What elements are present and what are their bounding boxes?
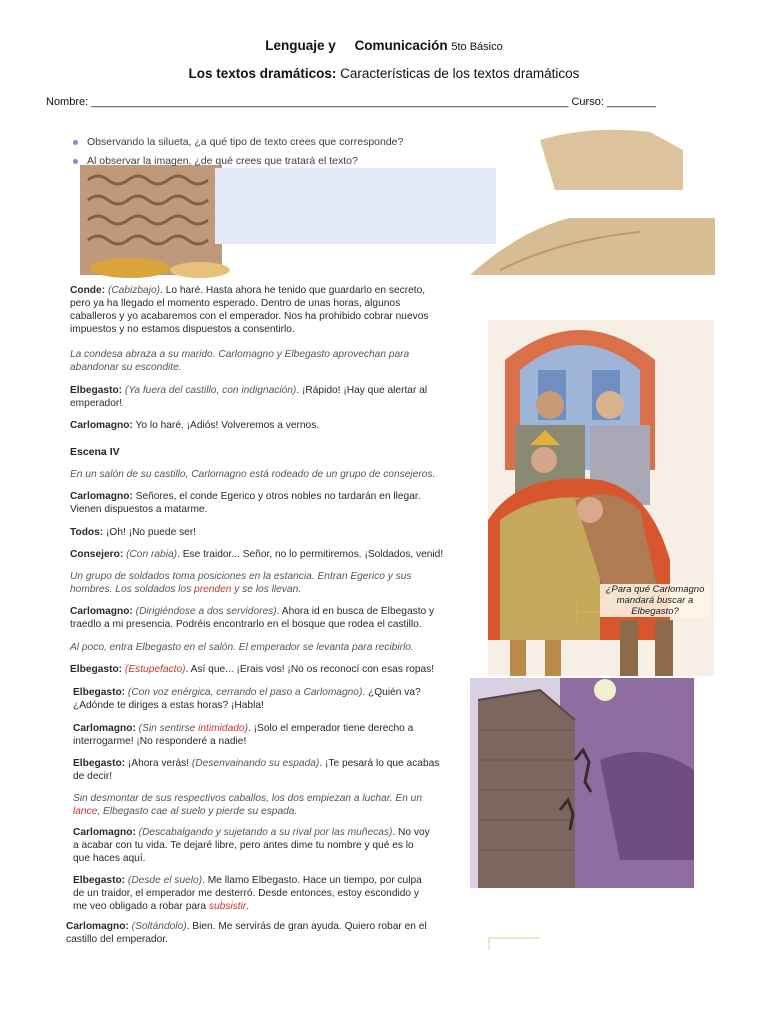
question-2: Al observar la imagen, ¿de qué crees que tratará el texto? xyxy=(73,155,358,167)
dialogue-block-12: Carlomagno: (Descabalgando y sujetando a su rival por las muñecas). No voy a acabar con tu vida. Te dejaré libre, pero antes dime tu nombre y qué es lo que haces aquí. xyxy=(73,827,430,864)
castle-hall-illustration xyxy=(488,320,714,676)
dialogue-block-11: Elbegasto: ¡Ahora verás! (Desenvainando su espada). ¡Te pesará lo que acabas de decir! xyxy=(73,758,440,782)
dialogue-block-5: Todos: ¡Oh! ¡No puede ser! xyxy=(70,527,197,538)
name-course-line: Nombre: ______________________________________________________________________________ Curso: ________ xyxy=(46,96,656,108)
stage-direction-1: La condesa abraza a su marido. Carlomagno y Elbegasto aprovechan para abandonar su escondite. xyxy=(70,349,410,373)
question-1: Observando la silueta, ¿a qué tipo de texto crees que corresponde? xyxy=(73,136,403,148)
grade-label: 5to Básico xyxy=(451,41,503,53)
dialogue-block-10: Carlomagno: (Sin sentirse intimidado). ¡Solo el emperador tiene derecho a interrogarme! ¡No responderé a nadie! xyxy=(73,723,414,747)
dialogue-block-2: Elbegasto: (Ya fuera del castillo, con indignación). ¡Rápido! ¡Hay que alertar al emperador! xyxy=(70,385,428,409)
dialogue-block-3: Carlomagno: Yo lo haré. ¡Adiós! Volveremos a vernos. xyxy=(70,420,320,431)
dialogue-block-7: Carlomagno: (Dirigiéndose a dos servidores). Ahora id en busca de Elbegasto y traedlo a mi presencia. Podréis encontrarlo en el bosque que rodea el castillo. xyxy=(70,606,435,630)
stage-direction-2: En un salón de su castillo, Carlomagno está rodeado de un grupo de consejeros. xyxy=(70,469,436,480)
answer-box xyxy=(215,168,496,244)
dialogue-block-1: Conde: (Cabizbajo). Lo haré. Hasta ahora he tenido que guardarlo en secreto, pero ya ha llegado el momento esperado. Dentro de unas horas, algunos caballeros y yo acabaremos con el emperador. Nos ha prohibido cobrar nuevos impuestos y no estamos dispuestos a consentirlo. xyxy=(70,285,429,335)
subtitle-rest: Características de los textos dramáticos xyxy=(336,66,580,81)
subject-a: Lenguaje y xyxy=(265,38,336,53)
patterned-stone-image xyxy=(80,165,230,278)
dialogue-block-14: Carlomagno: (Soltándolo). Bien. Me servirás de gran ayuda. Quiero robar en el castillo del emperador. xyxy=(66,921,427,945)
parchment-image xyxy=(470,130,715,275)
dialogue-block-9: Elbegasto: (Con voz enérgica, cerrando el paso a Carlomagno). ¿Quién va? ¿Adónde te diriges a estas horas? ¡Habla! xyxy=(73,687,421,711)
dialogue-block-13: Elbegasto: (Desde el suelo). Me llamo Elbegasto. Hace un tiempo, por culpa de un traidor, el emperador me desterró. Desde entonces, estoy escondido y me veo obligado a robar para subsistir. xyxy=(73,875,422,912)
bullet-icon xyxy=(73,159,78,164)
bullet-icon xyxy=(73,140,78,145)
dialogue-block-4: Carlomagno: Señores, el conde Egerico y otros nobles no tardarán en llegar. Vienen dispuestos a matarme. xyxy=(70,491,421,515)
stage-direction-4: Al poco, entra Elbegasto en el salón. El emperador se levanta para recibirlo. xyxy=(70,642,414,653)
dialogue-block-6: Consejero: (Con rabia). Ese traidor... Señor, no lo permitiremos. ¡Soldados, venid! xyxy=(70,549,444,560)
dialogue-block-8: Elbegasto: (Estupefacto). Así que... ¡Erais vos! ¡No os reconocí con esas ropas! xyxy=(70,664,435,675)
stage-direction-5: Sin desmontar de sus respectivos caballos, los dos empiezan a luchar. En un lance, Elbegasto cae al suelo y pierde su espada. xyxy=(73,793,423,817)
illustration-caption: ¿Para qué Carlomagno mandará buscar a Elbegasto? xyxy=(600,584,710,617)
scene-heading: Escena IV xyxy=(70,446,120,458)
subject-b: Comunicación xyxy=(354,38,448,53)
tower-night-illustration xyxy=(470,678,694,888)
stage-direction-3: Un grupo de soldados toma posiciones en la estancia. Entran Egerico y sus hombres. Los soldados los prenden y se los llevan. xyxy=(70,571,412,595)
subtitle-bold: Los textos dramáticos: xyxy=(188,66,337,81)
